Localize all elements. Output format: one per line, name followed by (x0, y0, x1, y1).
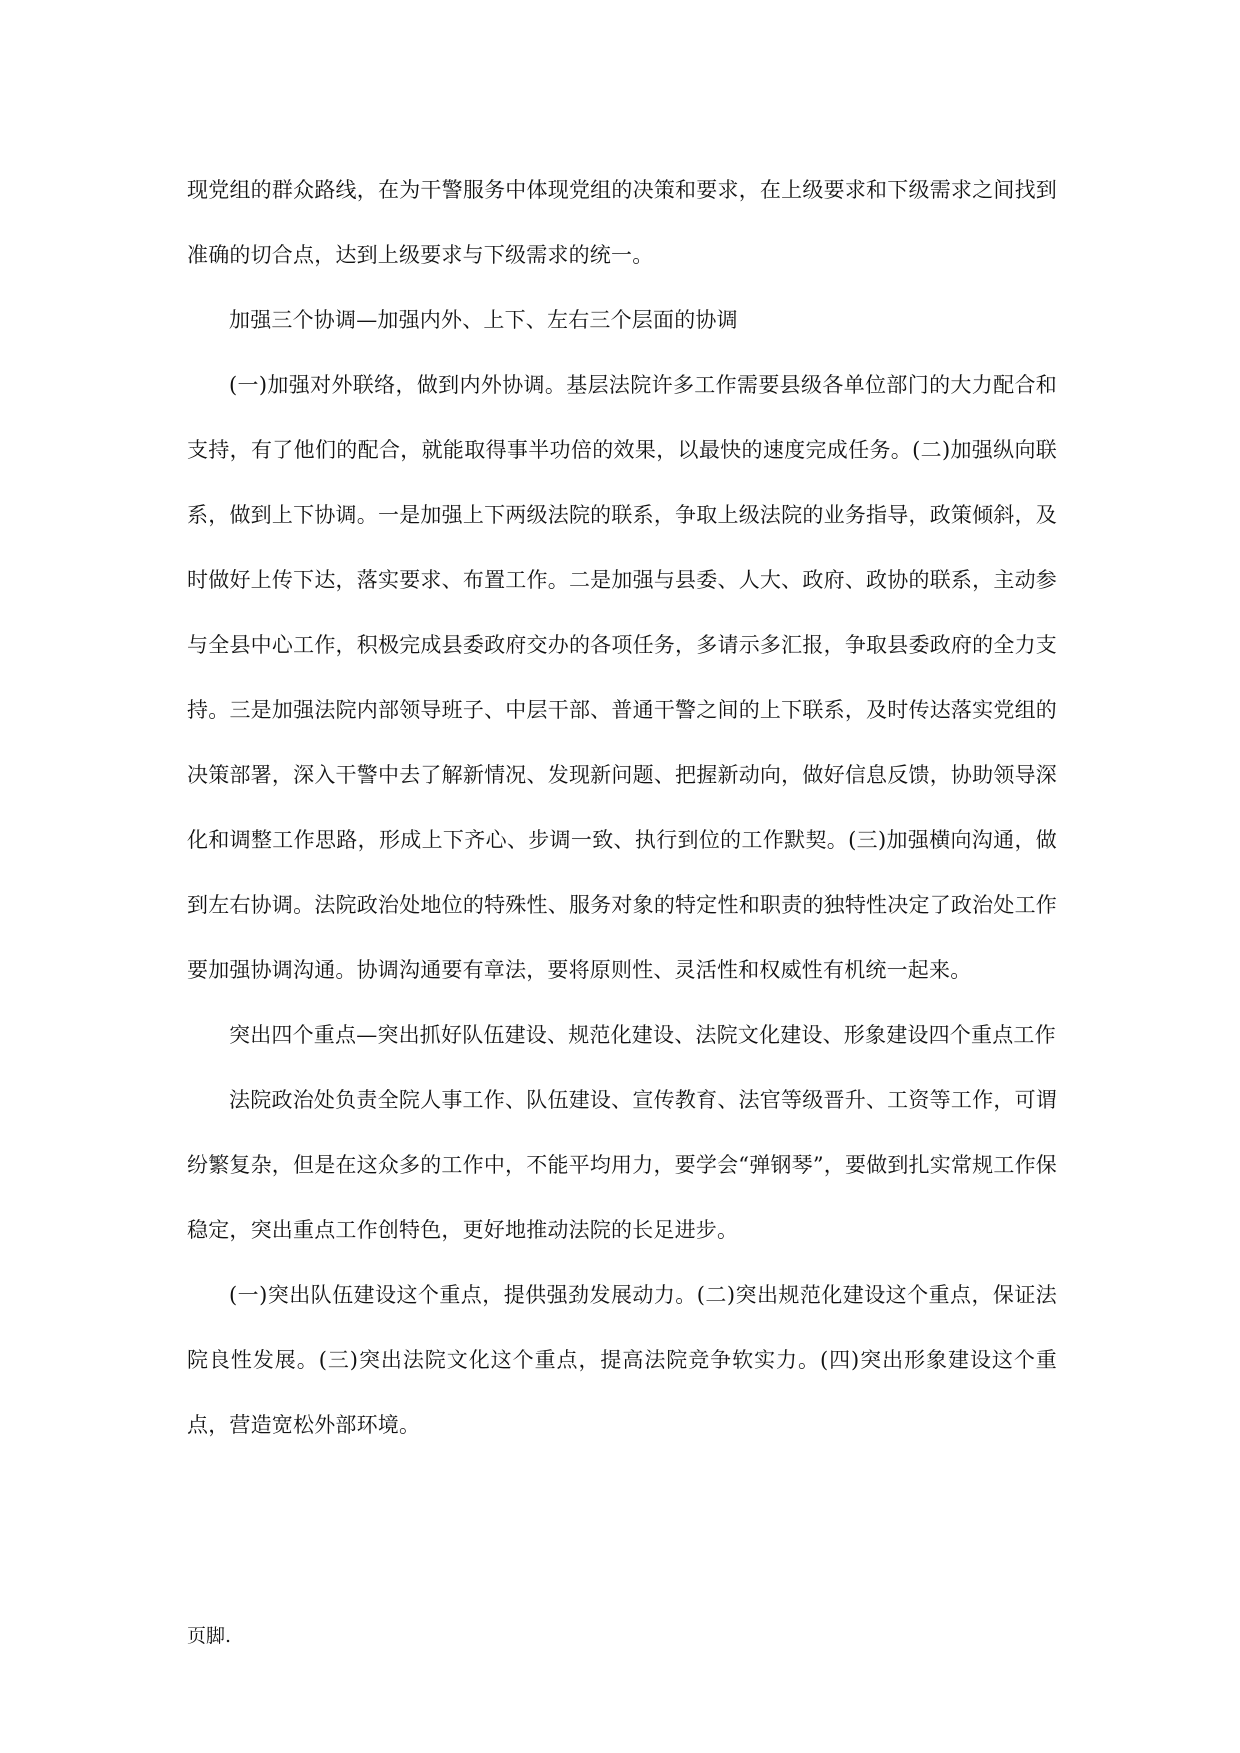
paragraph-coordination-details: (一)加强对外联络，做到内外协调。基层法院许多工作需要县级各单位部门的大力配合和支持，有了他们的配合，就能取得事半功倍的效果，以最快的速度完成任务。(二)加强纵向联系，做到上下协调。一是加强上下两级法院的联系，争取上级法院的业务指导，政策倾斜，及时做好上传下达，落实要求、布置工作。二是加强与县委、人大、政府、政协的联系，主动参与全县中心工作，积极完成县委政府交办的各项任务，多请示多汇报，争取县委政府的全力支持。三是加强法院内部领导班子、中层干部、普通干警之间的上下联系，及时传达落实党组的决策部署，深入干警中去了解新情况、发现新问题、把握新动向，做好信息反馈，协助领导深化和调整工作思路，形成上下齐心、步调一致、执行到位的工作默契。(三)加强横向沟通，做到左右协调。法院政治处地位的特殊性、服务对象的特定性和职责的独特性决定了政治处工作要加强协调沟通。协调沟通要有章法，要将原则性、灵活性和权威性有机统一起来。 (187, 373, 1057, 982)
paragraph-key-points-list: (一)突出队伍建设这个重点，提供强劲发展动力。(二)突出规范化建设这个重点，保证法院良性发展。(三)突出法院文化这个重点，提高法院竞争软实力。(四)突出形象建设这个重点，营造宽松外部环境。 (187, 1283, 1057, 1437)
section-heading-key-points: 突出四个重点—突出抓好队伍建设、规范化建设、法院文化建设、形象建设四个重点工作 (229, 1023, 1056, 1047)
paragraph-key-points-intro: 法院政治处负责全院人事工作、队伍建设、宣传教育、法官等级晋升、工资等工作，可谓纷繁复杂，但是在这众多的工作中，不能平均用力，要学会“弹钢琴”，要做到扎实常规工作保稳定，突出重点工作创特色，更好地推动法院的长足进步。 (187, 1088, 1057, 1242)
section-heading-coordination: 加强三个协调—加强内外、上下、左右三个层面的协调 (229, 308, 738, 332)
page-footer: 页脚. (187, 1625, 232, 1647)
document-body (187, 158, 1057, 1458)
paragraph-1: 现党组的群众路线，在为干警服务中体现党组的决策和要求，在上级要求和下级需求之间找到准确的切合点，达到上级要求与下级需求的统一。 (187, 178, 1057, 267)
